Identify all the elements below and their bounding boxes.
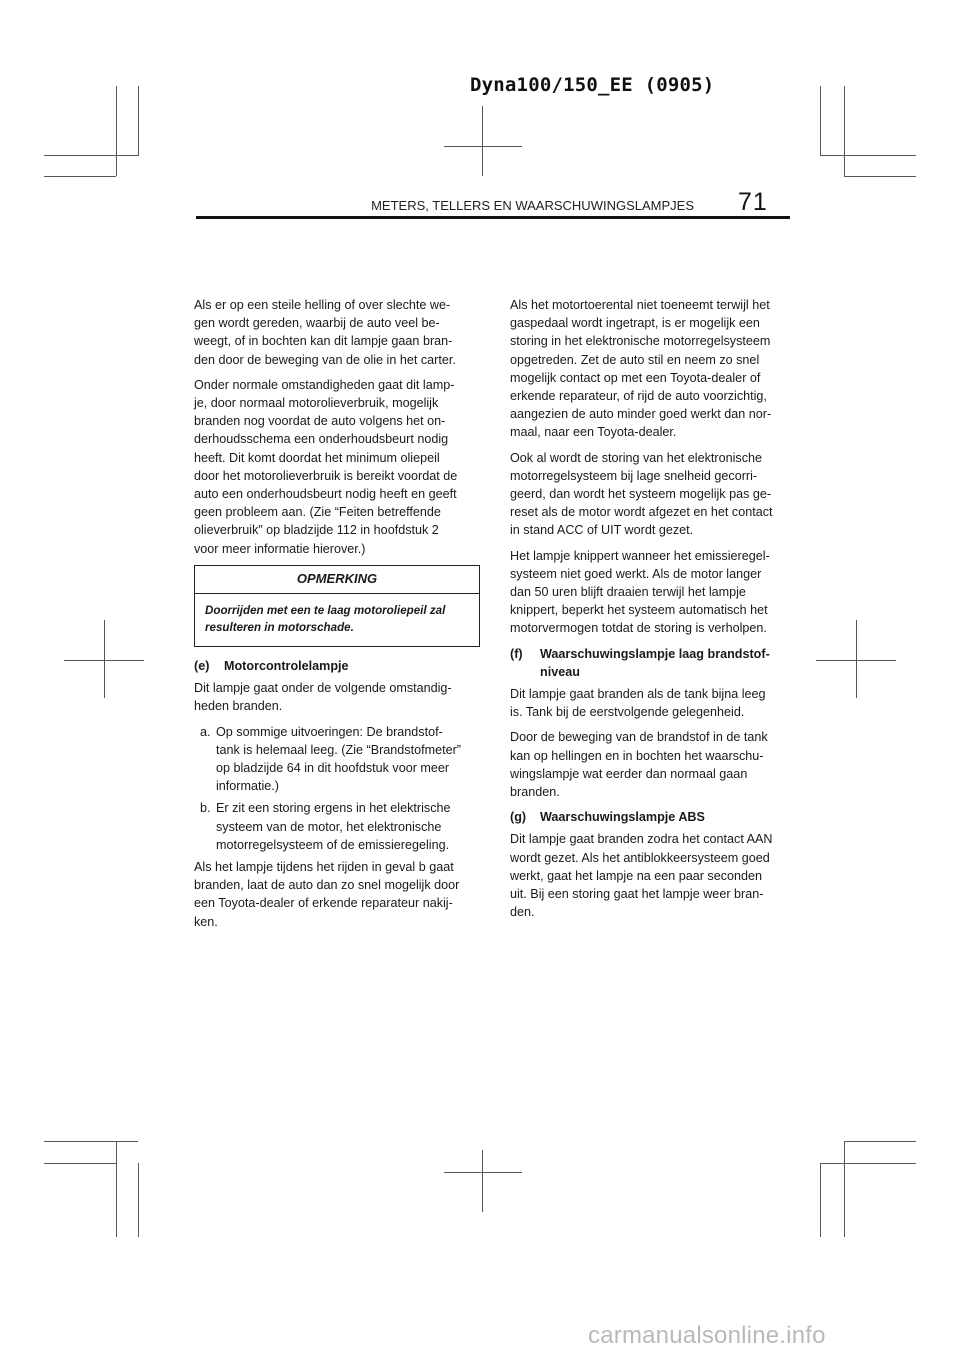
crop-mark [856, 620, 857, 698]
text-line: Als er op een steile helling of over slechte we- [194, 298, 451, 312]
crop-mark [844, 86, 845, 176]
text-line: uit. Bij een storing gaat het lampje weer bran- [510, 887, 764, 902]
header-rule [196, 216, 790, 219]
text-line: door het motorolieverbruik is bereikt voordat de [194, 468, 458, 483]
text-line: motorregelsysteem bij lage snelheid gecorri- [510, 468, 758, 483]
crop-mark [116, 86, 117, 176]
left-column [194, 296, 480, 938]
text-line: wingslampje wat eerder dan normaal gaan [510, 766, 748, 781]
text-line: geen probleem aan. (Zie “Feiten betreffende [194, 505, 441, 520]
paragraph [194, 296, 480, 369]
text-line: Ook al wordt de storing van het elektronische [510, 450, 763, 465]
paragraph [510, 830, 796, 921]
text-line: motorvermogen totdat de storing is verholpen. [510, 621, 767, 636]
crop-mark [816, 660, 896, 661]
text-line: olieverbruik” op bladzijde 112 in hoofdstuk 2 [194, 523, 439, 538]
text-line: branden, laat de auto dan zo snel mogelijk door [194, 878, 460, 893]
text-line: je, door normaal motorolieverbruik, mogelijk [194, 396, 439, 411]
text-line: gen wordt gereden, waarbij de auto veel be- [194, 316, 440, 331]
list-item-b [200, 799, 480, 854]
crop-mark [44, 155, 138, 156]
crop-mark [138, 1163, 139, 1237]
paragraph [194, 376, 480, 558]
section-label: (e) [194, 659, 210, 674]
text-line: Het lampje knippert wanneer het emissieregel- [510, 548, 770, 563]
text-line: opgetreden. Zet de auto stil en neem zo snel [510, 352, 760, 367]
crop-mark [116, 1141, 117, 1237]
text-line: Waarschuwingslampje laag brandstof- [540, 646, 770, 661]
running-head: METERS, TELLERS EN WAARSCHUWINGSLAMPJES [371, 198, 694, 213]
text-line: Dit lampje gaat branden zodra het contact AAN [510, 832, 773, 847]
text-line: branden. [510, 785, 560, 800]
section-heading-f [510, 645, 796, 681]
text-line: erkende reparateur, of rijd de auto voorzichtig, [510, 389, 767, 404]
text-line: is. Tank bij de eerstvolgende gelegenheid. [510, 705, 745, 720]
crop-mark [820, 155, 916, 156]
list-item-a [200, 723, 480, 796]
text-line: Onder normale omstandigheden gaat dit lamp- [194, 377, 455, 392]
crop-mark [820, 1163, 821, 1237]
section-title: Motorcontrolelampje [224, 659, 349, 674]
text-line: reset als de motor wordt afgezet en het contact [510, 505, 773, 520]
text-line: derhoudsschema een onderhoudsbeurt nodig [194, 432, 449, 447]
text-line: systeem niet goed werkt. Als de motor langer [510, 566, 762, 581]
text-line: maal, naar een Toyota-dealer. [510, 425, 677, 440]
document-code: Dyna100/150_EE (0905) [470, 74, 715, 96]
section-heading-g [510, 808, 796, 826]
page-number: 71 [738, 188, 768, 216]
crop-mark [138, 86, 139, 156]
text-line: knippert, beperkt het systeem automatisch het [510, 603, 768, 618]
text-line: mogelijk contact op met een Toyota-dealer of [510, 370, 761, 385]
section-title [540, 645, 770, 681]
text-line: in stand ACC of UIT wordt gezet. [510, 523, 694, 538]
text-line: Op sommige uitvoeringen: De brandstof- [216, 724, 443, 739]
text-line: wordt gezet. Als het antiblokkeersysteem goed [510, 850, 770, 865]
text-line: gaspedaal wordt ingetrapt, is er mogelijk een [510, 316, 760, 331]
site-watermark: carmanualsonline.info [588, 1322, 826, 1349]
section-title: Waarschuwingslampje ABS [540, 810, 705, 825]
paragraph [510, 728, 796, 801]
crop-mark [444, 146, 522, 147]
note-title: OPMERKING [195, 566, 479, 594]
text-line: werkt, gaat het lampje na een paar seconden [510, 868, 763, 883]
text-line: een Toyota-dealer of erkende reparateur nakij- [194, 896, 453, 911]
crop-mark [820, 1163, 916, 1164]
text-line: auto een onderhoudsbeurt nodig heeft en geeft [194, 487, 457, 502]
text-line: Als het lampje tijdens het rijden in geval b gaat [194, 860, 454, 875]
list-text [216, 799, 451, 854]
paragraph [510, 296, 796, 442]
paragraph [510, 547, 796, 638]
text-line: storing in het elektronische motorregelsysteem [510, 334, 771, 349]
text-line: branden nog voordat de auto volgens het on- [194, 414, 446, 429]
text-line: Doorrijden met een te laag motoroliepeil zal [205, 604, 446, 618]
text-line: ken. [194, 914, 218, 929]
text-line: aangezien de auto minder goed werkt dan nor- [510, 407, 772, 422]
text-line: den door de beweging van de olie in het carter. [194, 352, 456, 367]
crop-mark [104, 620, 105, 698]
right-column [510, 296, 796, 929]
list-label: b. [200, 801, 211, 816]
paragraph [510, 449, 796, 540]
text-line: Als het motortoerental niet toeneemt terwijl het [510, 298, 770, 312]
crop-mark [844, 176, 916, 177]
text-line: geerd, dan wordt het systeem mogelijk pas ge- [510, 487, 772, 502]
text-line: Door de beweging van de brandstof in de tank [510, 730, 768, 745]
text-line: Dit lampje gaat onder de volgende omstandig- [194, 681, 452, 696]
text-line: den. [510, 905, 535, 920]
crop-mark [482, 1150, 483, 1212]
list-text [216, 723, 461, 796]
section-label: (f) [510, 646, 523, 661]
text-line: resulteren in motorschade. [205, 621, 354, 635]
text-line: systeem van de motor, het elektronische [216, 819, 442, 834]
text-line: voor meer informatie hierover.) [194, 541, 366, 556]
text-line: Er zit een storing ergens in het elektrische [216, 801, 451, 816]
section-heading-e [194, 657, 480, 675]
note-box [194, 565, 480, 647]
crop-mark [44, 176, 116, 177]
text-line: weegt, of in bochten kan dit lampje gaan bran- [194, 334, 453, 349]
list-label: a. [200, 724, 211, 739]
text-line: niveau [540, 664, 580, 679]
crop-mark [44, 1141, 138, 1142]
paragraph [194, 858, 480, 931]
text-line: heden branden. [194, 699, 283, 714]
section-label: (g) [510, 810, 527, 825]
crop-mark [844, 1141, 845, 1237]
text-line: tank is helemaal leeg. (Zie “Brandstofmeter” [216, 742, 461, 757]
paragraph [194, 679, 480, 715]
crop-mark [844, 1141, 916, 1142]
crop-mark [482, 106, 483, 176]
crop-mark [820, 86, 821, 156]
crop-mark [44, 1163, 116, 1164]
paragraph [510, 685, 796, 721]
text-line: op bladzijde 64 in dit hoofdstuk voor meer [216, 761, 450, 776]
crop-mark [64, 660, 144, 661]
text-line: Dit lampje gaat branden als de tank bijna leeg [510, 687, 766, 702]
note-body [195, 594, 479, 646]
text-line: kan op hellingen en in bochten het waarschu- [510, 748, 764, 763]
text-line: heeft. Dit komt doordat het minimum oliepeil [194, 450, 440, 465]
text-line: motorregelsysteem of de emissieregeling. [216, 837, 450, 852]
text-line: dan 50 uren blijft draaien terwijl het lampje [510, 585, 746, 600]
crop-mark [444, 1172, 522, 1173]
text-line: informatie.) [216, 779, 279, 794]
